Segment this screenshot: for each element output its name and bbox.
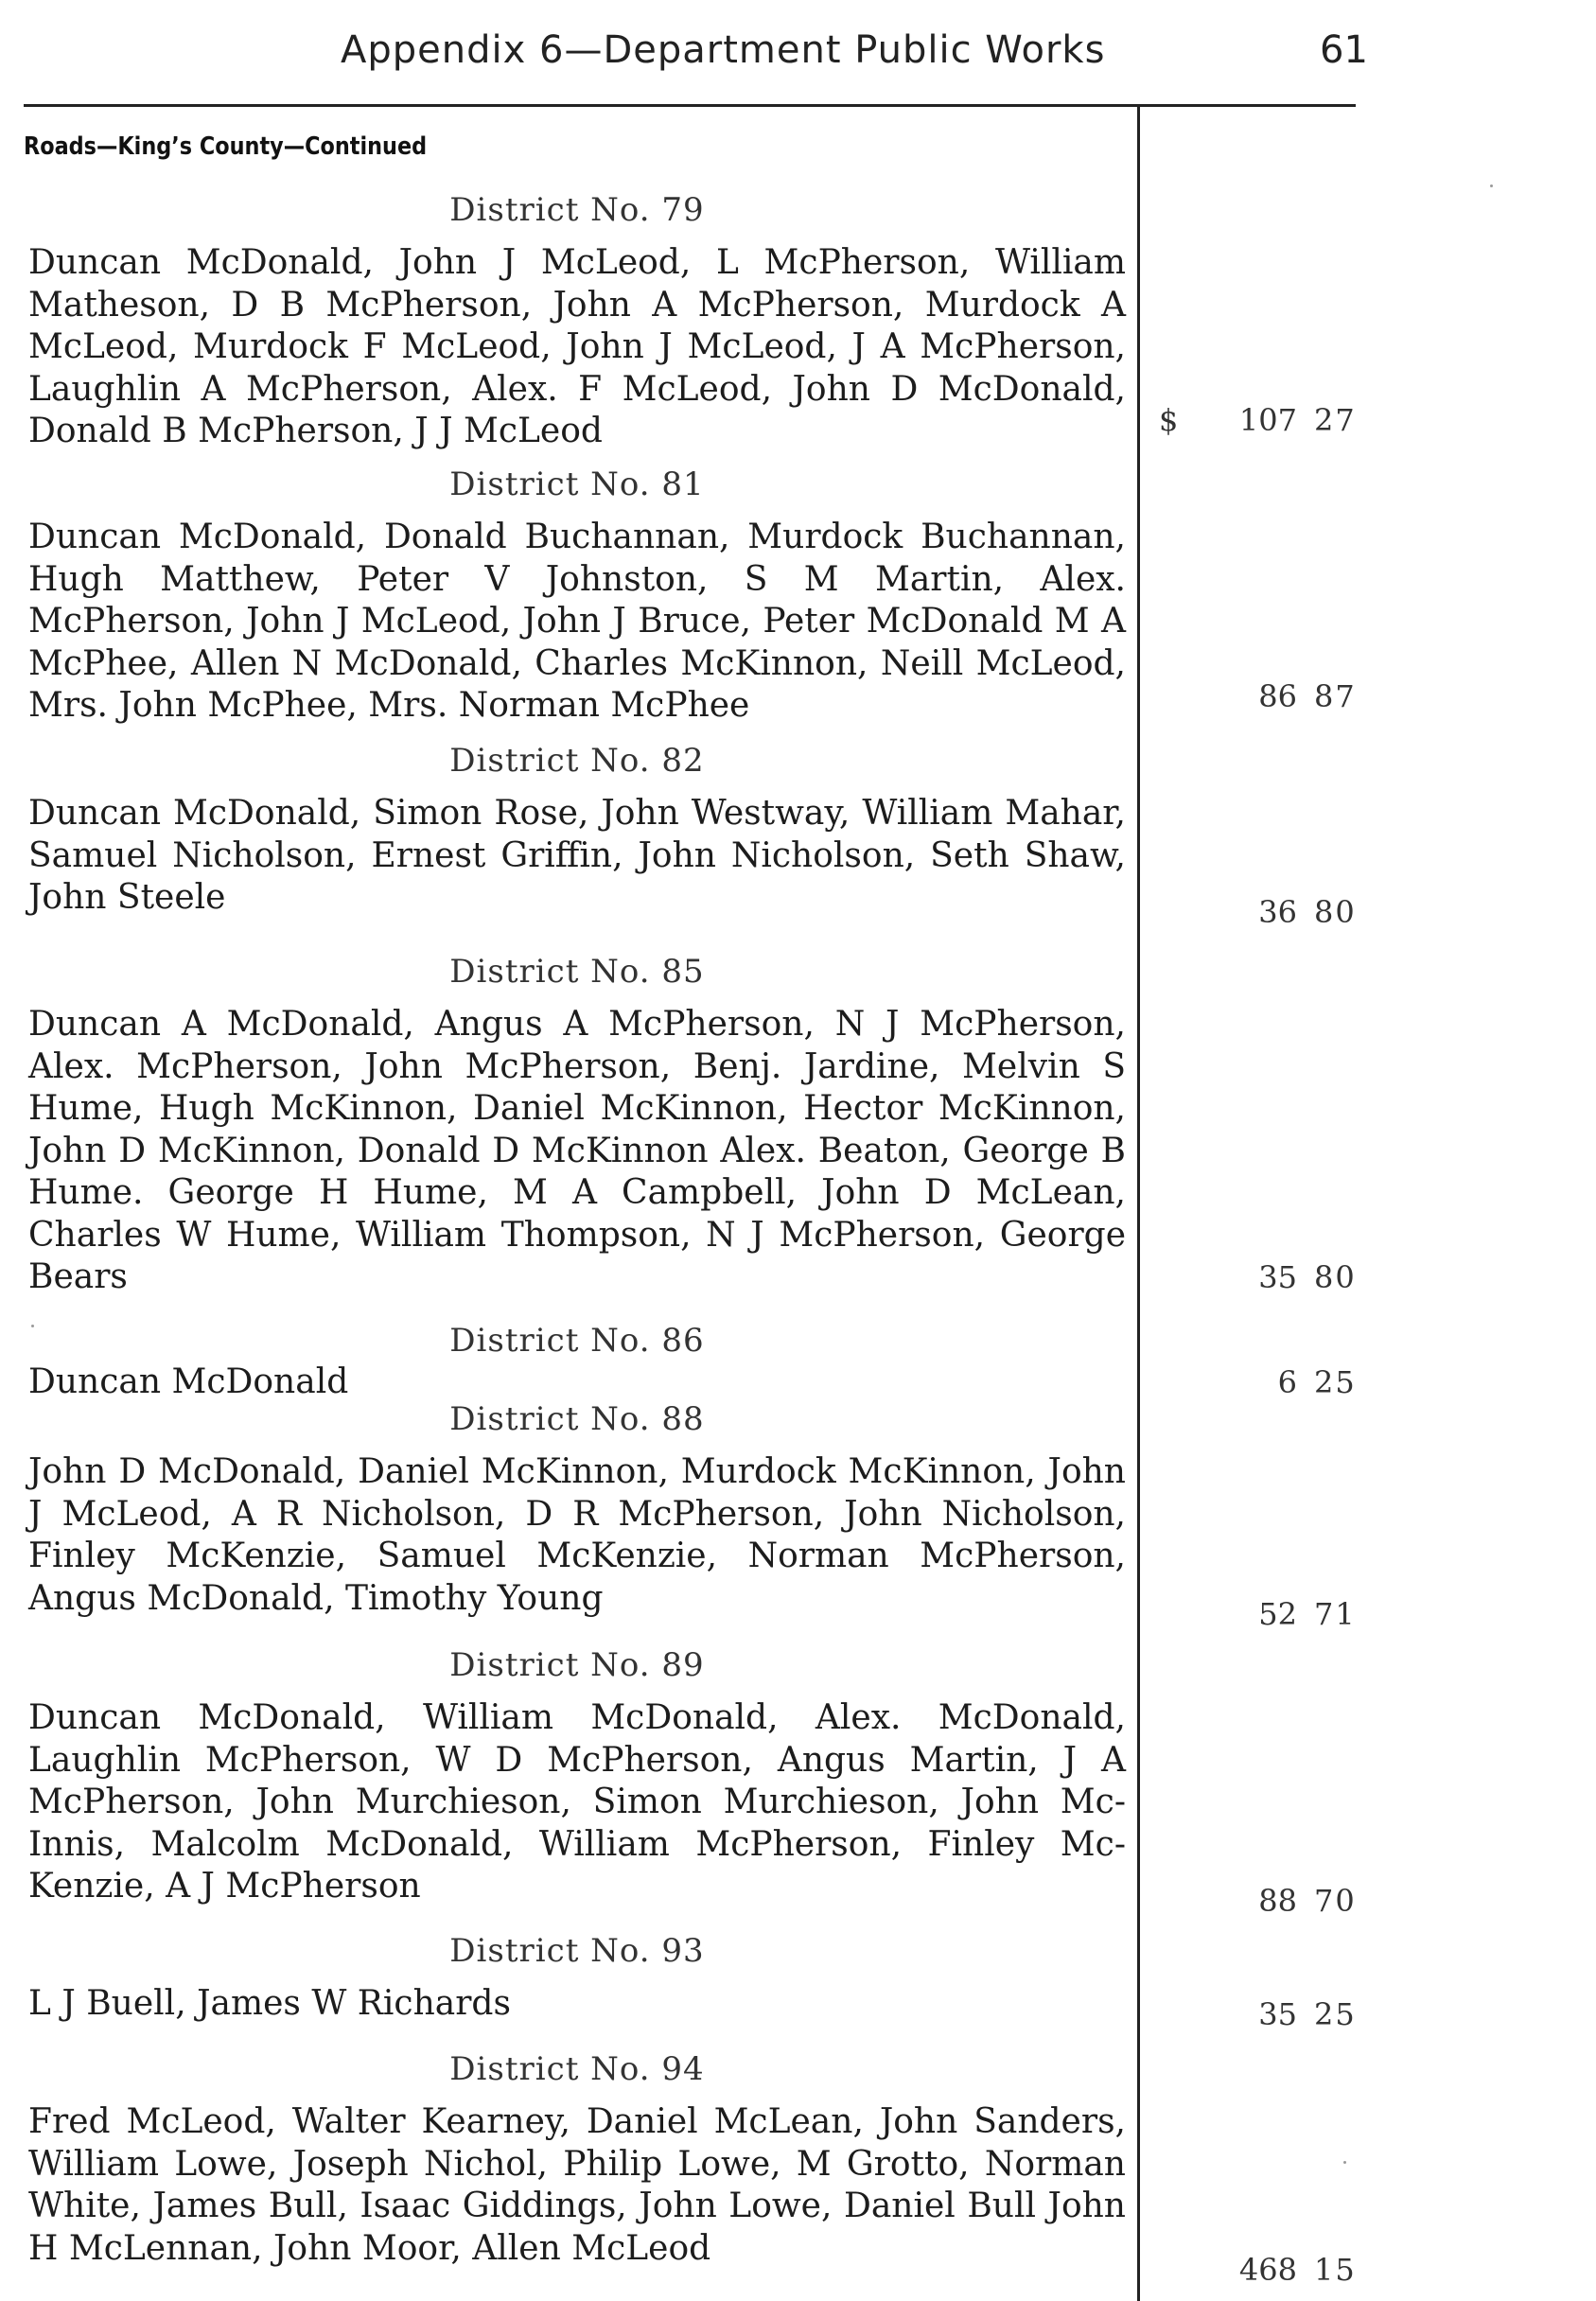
district-heading: District No. 79 [449, 191, 705, 229]
amount-cents: 80 [1314, 894, 1357, 930]
amount-column-rule [1137, 104, 1140, 2301]
district-85-amount [1159, 1255, 1365, 1300]
amount-dollars: 35 [1258, 1996, 1297, 2032]
district-names: Duncan A McDonald, Angus A McPherson, N J McPherson, Alex. McPherson, John McPherson, Benj. Jardine, Melvin S Hume, Hugh McKinnon, Daniel McKinnon, Hector McKinnon, John D McKinnon, Donald D McKinnon Alex. Beaton, George B Hume. George H Hume, M A Campbell, John D McLean, Charles W Hume, William Thompson, N J McPherson, George Bears [28, 1005, 1126, 1296]
district-81 [28, 464, 1126, 728]
district-79-amount [1159, 397, 1365, 443]
district-94-amount [1159, 2247, 1365, 2292]
amount-dollars: 6 [1277, 1364, 1297, 1400]
district-86-amount [1159, 1360, 1365, 1405]
amount-cents: 87 [1314, 678, 1357, 714]
district-heading: District No. 93 [449, 1932, 705, 1970]
district-79 [28, 189, 1126, 453]
dollar-sign: $ [1159, 402, 1179, 438]
district-names: John D McDonald, Daniel McKinnon, Murdock McKinnon, John J McLeod, A R Nicholson, D R McPherson, John Nicholson, Finley McKenzie, Samuel McKenzie, Norman McPherson, Angus McDonald, Timothy Young [28, 1452, 1126, 1618]
running-title: Appendix 6—Department Public Works [341, 28, 1106, 72]
district-heading: District No. 89 [449, 1646, 705, 1684]
amount-dollars: 107 [1238, 402, 1297, 438]
district-89-amount [1159, 1878, 1365, 1923]
district-names: Duncan McDonald, William McDonald, Alex. McDonald, Laughlin McPherson, W D McPherson, Angus Martin, J A McPherson, John Murchieson, Simon Murchieson, John McInnis, Malcolm McDonald, William McPherson, Finley McKenzie, A J McPherson [28, 1698, 1126, 1906]
district-89 [28, 1644, 1126, 1908]
district-81-amount [1159, 674, 1365, 719]
district-names: L J Buell, James W Richards [28, 1984, 511, 2023]
district-85 [28, 951, 1126, 1299]
amount-cents: 27 [1314, 402, 1357, 438]
amount-cents: 25 [1314, 1364, 1357, 1400]
section-heading: Roads—King’s County—Continued [24, 132, 428, 161]
district-names: Duncan McDonald, John J McLeod, L McPherson, William Matheson, D B McPherson, John A McPherson, Murdock A McLeod, Murdock F McLeod, John J McLeod, J A McPherson, Laughlin A McPherson, Alex. F McLeod, John D McDonald, Donald B McPherson, J J McLeod [28, 243, 1126, 450]
district-82 [28, 740, 1126, 920]
district-88-amount [1159, 1591, 1365, 1637]
district-88 [28, 1398, 1126, 1620]
amount-cents: 25 [1314, 1996, 1357, 2032]
district-heading: District No. 86 [449, 1322, 705, 1360]
amount-cents: 80 [1314, 1259, 1357, 1295]
district-names: Duncan McDonald, Donald Buchannan, Murdock Buchannan, Hugh Matthew, Peter V Johnston, S M Martin, Alex. McPherson, John J McLeod, John J Bruce, Peter McDonald M A McPhee, Allen N McDonald, Charles McKinnon, Neill McLeod, Mrs. John McPhee, Mrs. Norman McPhee [28, 518, 1126, 725]
district-heading: District No. 82 [449, 742, 705, 780]
district-94 [28, 2048, 1126, 2270]
scan-speck [1343, 2161, 1346, 2164]
district-heading: District No. 81 [449, 465, 705, 503]
amount-cents: 70 [1314, 1883, 1357, 1919]
amount-cents: 15 [1314, 2252, 1357, 2288]
district-82-amount [1159, 889, 1365, 935]
amount-dollars: 468 [1238, 2252, 1297, 2288]
district-names: Duncan McDonald, Simon Rose, John Westway, William Mahar, Samuel Nicholson, Ernest Griffin, John Nicholson, Seth Shaw, John Steele [28, 794, 1126, 917]
district-93-amount [1159, 1992, 1365, 2037]
scan-speck [1490, 184, 1493, 187]
running-head [0, 28, 1596, 85]
header-rule [24, 104, 1356, 107]
district-names: Duncan McDonald [28, 1362, 349, 1401]
amount-dollars: 86 [1258, 678, 1297, 714]
district-heading: District No. 94 [449, 2050, 705, 2088]
district-heading: District No. 85 [449, 953, 705, 991]
district-86 [28, 1320, 1126, 1404]
district-heading: District No. 88 [449, 1400, 705, 1438]
page-number: 61 [1320, 28, 1368, 72]
district-93 [28, 1930, 1126, 2026]
amount-dollars: 52 [1258, 1596, 1297, 1632]
district-names: Fred McLeod, Walter Kearney, Daniel McLean, John Sanders, William Lowe, Joseph Nichol, Philip Lowe, M Grotto, Norman White, James Bull, Isaac Giddings, John Lowe, Daniel Bull John H McLennan, John Moor, Allen McLeod [28, 2102, 1126, 2268]
amount-dollars: 88 [1258, 1883, 1297, 1919]
amount-dollars: 35 [1258, 1259, 1297, 1295]
scan-speck [31, 1325, 34, 1327]
amount-dollars: 36 [1258, 894, 1297, 930]
amount-cents: 71 [1314, 1596, 1357, 1632]
